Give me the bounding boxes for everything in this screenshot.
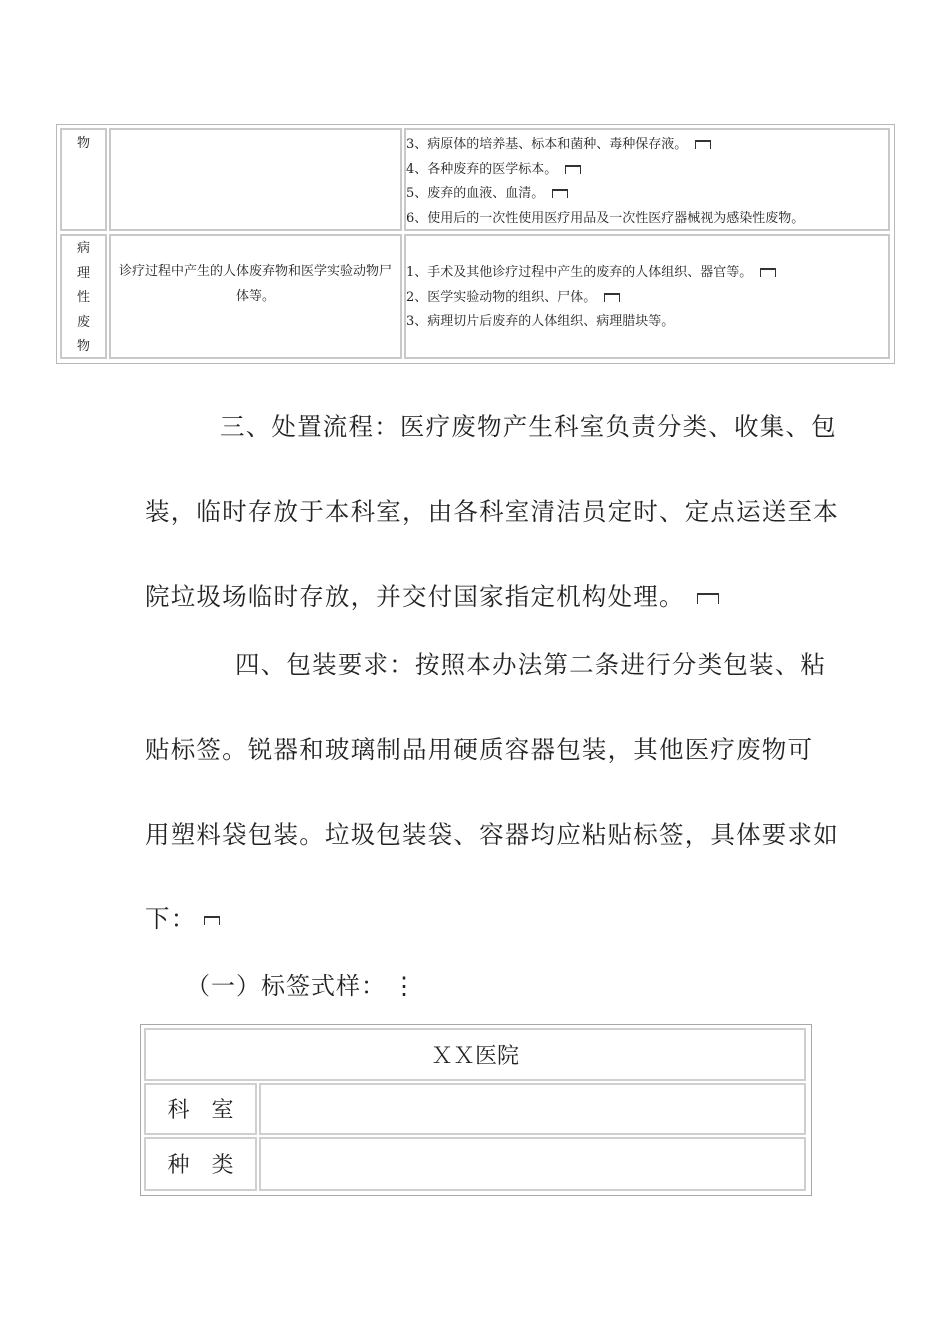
field-label-cell [144, 1083, 257, 1135]
paragraph-line: 下： [145, 900, 220, 935]
paragraph-line: 装，临时存放于本科室，由各科室清洁员定时、定点运送至本 [145, 497, 839, 526]
table-cell-examples [404, 234, 890, 359]
definition-text: 诊疗过程中产生的人体废弃物和医学实验动物尸体等。 [118, 264, 392, 304]
field-label-cell [144, 1137, 257, 1191]
example-item: 5、废弃的血液、血清。 [406, 182, 888, 207]
table-cell-category [60, 234, 107, 359]
table-cell-category [60, 128, 107, 231]
hospital-name-cell [144, 1028, 806, 1081]
return-mark-icon [552, 189, 568, 198]
ellipsis-icon: ⋮ [392, 972, 417, 1000]
label-sample-table [140, 1024, 812, 1196]
paragraph-line: 院垃圾场临时存放，并交付国家指定机构处理。 [145, 578, 719, 613]
category-char: 物 [76, 339, 90, 354]
example-item: 3、病原体的培养基、标本和菌种、毒种保存液。 [406, 133, 888, 158]
waste-classification-table [56, 124, 895, 364]
example-item: 3、病理切片后废弃的人体组织、病理腊块等。 [406, 314, 675, 329]
paragraph-line: 贴标签。锐器和玻璃制品用硬质容器包装，其他医疗废物可 [145, 735, 814, 764]
category-char: 性 [76, 290, 90, 305]
return-mark-icon [695, 140, 711, 149]
category-char: 理 [76, 265, 90, 281]
table-cell-definition [109, 234, 402, 359]
label-sample-heading: （一）标签式样： ⋮ [186, 972, 417, 1000]
return-mark-icon [604, 293, 620, 302]
example-item: 2、医学实验动物的组织、尸体。 [406, 286, 888, 311]
return-mark-icon [697, 593, 719, 604]
table-cell-definition [109, 128, 402, 231]
category-char: 物 [76, 136, 90, 151]
return-mark-icon [760, 268, 776, 277]
return-mark-icon [565, 165, 581, 174]
example-item: 4、各种废弃的医学标本。 [406, 158, 888, 183]
department-label: 科 室 [167, 1098, 234, 1123]
hospital-name: ＸＸ医院 [430, 1044, 519, 1069]
paragraph-line: 用塑料袋包装。垃圾包装袋、容器均应粘贴标签，具体要求如 [145, 820, 839, 849]
type-label: 种 类 [167, 1153, 234, 1178]
paragraph-line: 三、处置流程：医疗废物产生科室负责分类、收集、包 [220, 412, 837, 441]
paragraph-line: 四、包装要求：按照本办法第二条进行分类包装、粘 [235, 650, 827, 679]
table-cell-examples [404, 128, 890, 231]
category-char: 废 [76, 314, 90, 330]
category-char: 病 [76, 241, 90, 256]
return-mark-icon [204, 916, 220, 925]
example-item: 6、使用后的一次性使用医疗用品及一次性医疗器械视为感染性废物。 [406, 210, 805, 226]
type-value-cell [259, 1137, 806, 1191]
example-item: 1、手术及其他诊疗过程中产生的废弃的人体组织、器官等。 [406, 261, 888, 286]
department-value-cell [259, 1083, 806, 1135]
